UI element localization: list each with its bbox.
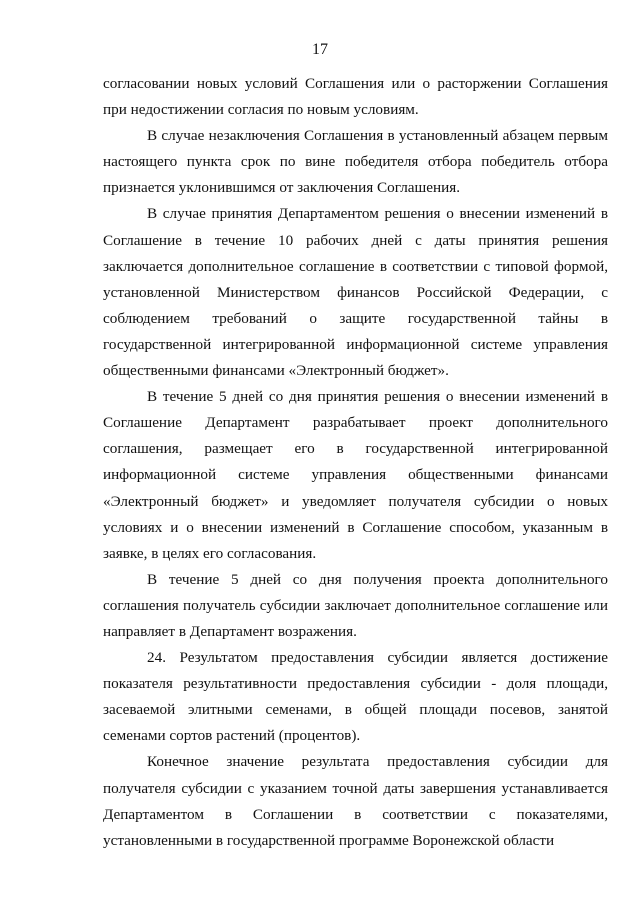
paragraph-non-conclusion: В случае незаключения Соглашения в установленный абзацем первым настоящего пункта срок по вине победителя отбора победитель отбора признается уклонившимся от заключения Соглашения.: [103, 127, 608, 197]
paragraph-final-value: Конечное значение результата предоставления субсидии для получателя субсидии с указанием точной даты завершения устанавливается Департаментом в Соглашении в соответствии с показателями, установленными в государственной программе Воронежской области: [103, 753, 608, 849]
paragraph-recipient-response: В течение 5 дней со дня получения проекта дополнительного соглашения получатель субсидии заключает дополнительное соглашение или направляет в Департамент возражения.: [103, 570, 608, 640]
page-number: 17: [312, 41, 328, 58]
paragraph-amendment-decision: В случае принятия Департаментом решения о внесении изменений в Соглашение в течение 10 рабочих дней с даты принятия решения заключается дополнительное соглашение в соответствии с типовой формой, установленной Министерством финансов Российской Федерации, с соблюдением требований о защите государственной тайны в государственной интегрированной информационной системе управления общественными финансами «Электронный бюджет».: [103, 205, 608, 380]
body-text: [103, 71, 608, 854]
paragraph-item-24: 24. Результатом предоставления субсидии является достижение показателя результативности предоставления субсидии - доля площади, засеваемой элитными семенами, в общей площади посевов, занятой семенами сортов растений (процентов).: [103, 649, 608, 745]
paragraph-amendment-drafting: В течение 5 дней со дня принятия решения о внесении изменений в Соглашение Департамент разрабатывает проект дополнительного соглашения, размещает его в государственной интегрированной информационной системе управления общественными финансами «Электронный бюджет» и уведомляет получателя субсидии о новых условиях и о внесении изменений в Соглашение способом, указанным в заявке, в целях его согласования.: [103, 388, 608, 562]
paragraph-continuation: согласовании новых условий Соглашения или о расторжении Соглашения при недостижении согласия по новым условиям.: [103, 75, 608, 119]
